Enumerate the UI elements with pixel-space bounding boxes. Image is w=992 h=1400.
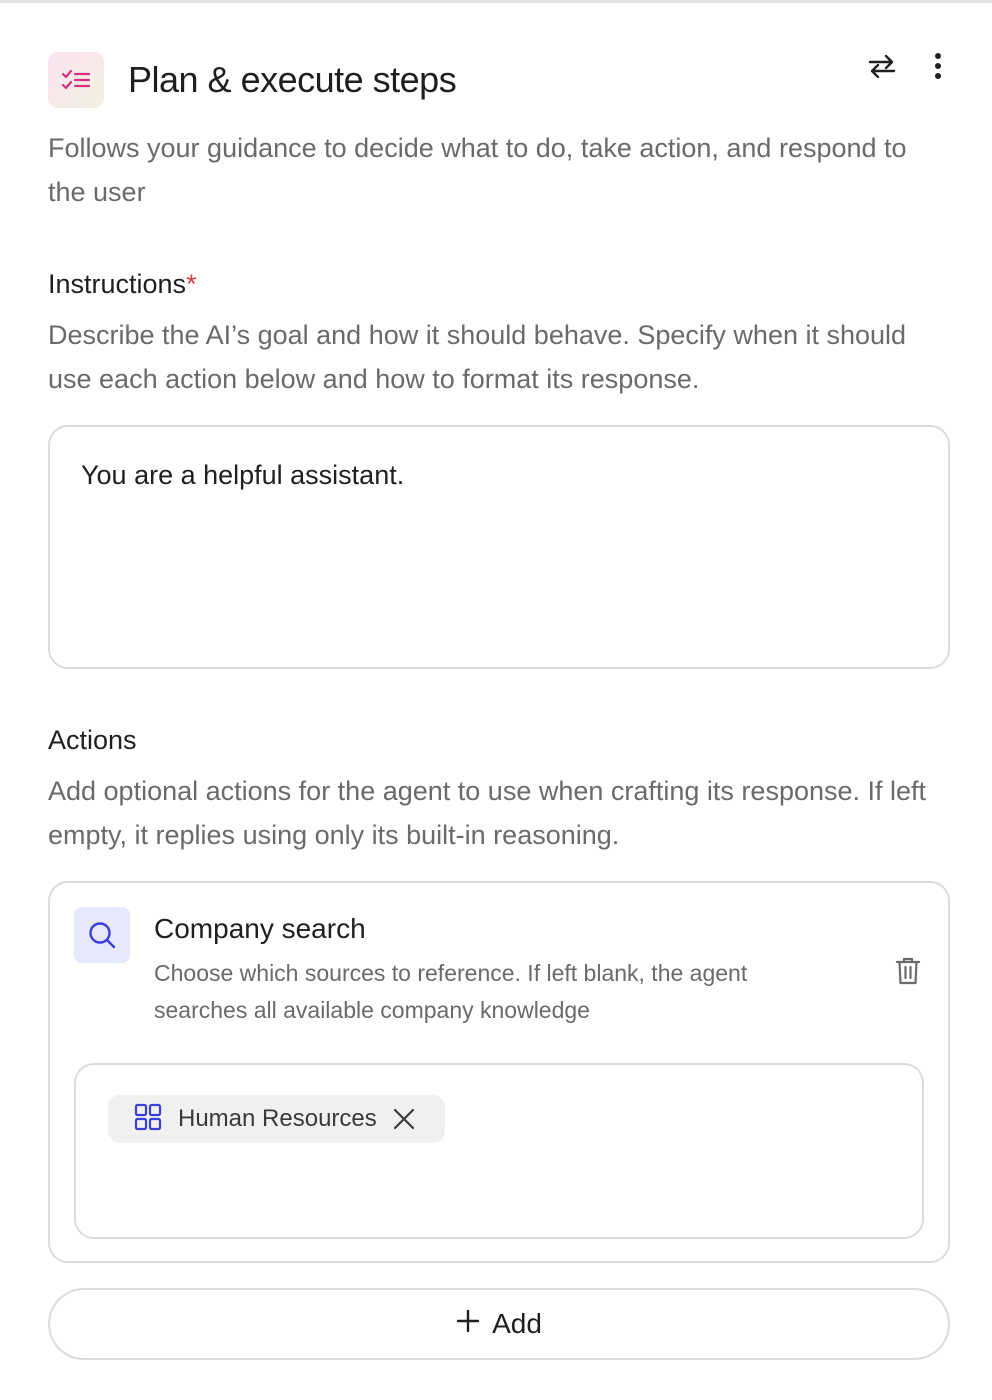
close-icon[interactable]	[393, 1108, 415, 1130]
instructions-description: Describe the AI’s goal and how it should behave. Specify when it should use each action below and how to format its response.	[48, 320, 907, 394]
instructions-heading	[48, 266, 197, 302]
required-marker: *	[186, 269, 197, 299]
add-action-button[interactable]	[48, 1288, 950, 1360]
instructions-label: Instructions	[48, 269, 187, 299]
actions-heading: Actions	[48, 725, 137, 755]
source-chip-label: Human Resources	[178, 1105, 377, 1132]
plus-icon	[456, 1308, 480, 1340]
action-title: Company search	[154, 913, 366, 944]
add-button-label: Add	[492, 1308, 542, 1339]
actions-description: Add optional actions for the agent to use when crafting its response. If left empty, it replies using only its built-in reasoning.	[48, 776, 927, 850]
sources-input[interactable]	[74, 1063, 924, 1239]
grid-icon	[134, 1103, 162, 1136]
page-title: Plan & execute steps	[128, 59, 457, 100]
trash-icon[interactable]	[892, 953, 924, 989]
step-header	[48, 52, 948, 108]
action-card-company-search	[48, 881, 950, 1263]
action-description: Choose which sources to reference. If left blank, the agent searches all available company knowledge	[154, 960, 748, 1023]
more-vertical-icon[interactable]	[924, 50, 952, 82]
search-icon	[74, 907, 130, 963]
source-chip[interactable]	[108, 1095, 445, 1143]
swap-arrows-icon[interactable]	[864, 52, 900, 80]
step-description: Follows your guidance to decide what to do, take action, and respond to the user	[48, 133, 907, 207]
checklist-icon	[48, 52, 104, 108]
top-divider	[0, 0, 992, 3]
instructions-textarea[interactable]: You are a helpful assistant.	[48, 425, 950, 669]
